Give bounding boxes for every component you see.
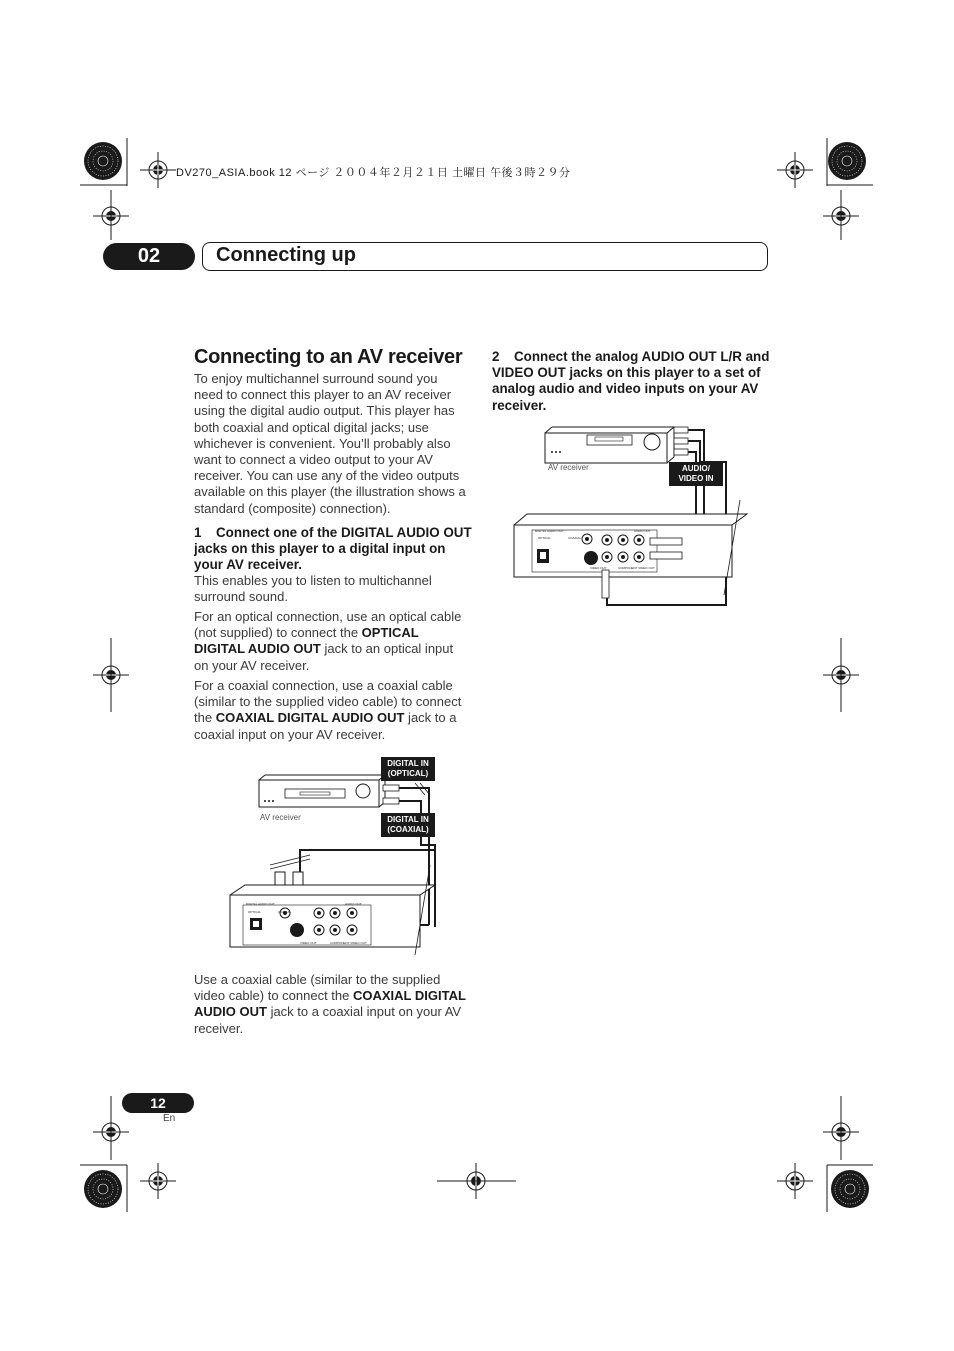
step-2-heading	[492, 349, 770, 414]
fig2-receiver-label: AV receiver	[548, 463, 589, 472]
page-language: En	[163, 1113, 176, 1124]
caption-post: jack to a coaxial input on your AV receiver.	[194, 1004, 462, 1036]
fig2-panel-optical: OPTICAL	[538, 536, 551, 540]
fig1-panel-optical: OPTICAL	[248, 910, 261, 914]
coaxial-paragraph	[194, 678, 469, 743]
fig1-panel-video-out: VIDEO OUT	[300, 941, 317, 945]
optical-bold: OPTICAL DIGITAL AUDIO OUT	[194, 625, 419, 657]
step-1-number: 1	[194, 525, 202, 540]
optical-post: jack to an optical input on your AV receiver.	[194, 641, 454, 673]
caption-pre: Use a coaxial cable (similar to the supplied video cable) to connect the	[194, 972, 441, 1004]
fig1-panel-component: COMPONENT VIDEO OUT	[330, 941, 367, 945]
step-2-number: 2	[492, 349, 500, 364]
step-1-text: Connect one of the DIGITAL AUDIO OUT jacks on this player to a digital input on your AV receiver.	[194, 525, 472, 573]
optical-paragraph	[194, 609, 469, 674]
print-header: DV270_ASIA.book 12 ページ ２００４年２月２１日 土曜日 午後３時２９分	[176, 167, 571, 179]
page-number: 12	[122, 1093, 194, 1113]
coaxial-pre: For a coaxial connection, use a coaxial cable (similar to the supplied video cable) to connect the	[194, 678, 462, 726]
fig2-audio-video-in	[669, 462, 723, 486]
section-title: Connecting to an AV receiver	[194, 346, 463, 368]
fig1-coaxial-line1: DIGITAL IN	[387, 815, 429, 824]
figure-digital-connection	[225, 755, 445, 955]
step-1-heading	[194, 525, 472, 574]
chapter-number: 02	[103, 243, 195, 270]
fig2-panel-audio-out: AUDIO OUT	[634, 529, 651, 533]
caption-after-figure-1	[194, 972, 469, 1037]
fig2-av-line1: AUDIO/	[682, 464, 710, 473]
fig1-panel-digital-audio-out: DIGITAL AUDIO OUT	[246, 902, 275, 906]
step-1-body: This enables you to listen to multichannel surround sound.	[194, 573, 432, 605]
starburst-mark-icon	[84, 142, 122, 180]
fig1-digital-in-optical	[381, 757, 435, 781]
fig1-panel-coaxial: COAXIAL	[278, 910, 292, 914]
fig1-coaxial-line2: (COAXIAL)	[387, 825, 429, 834]
fig2-panel-digital-audio-out: DIGITAL AUDIO OUT	[535, 529, 564, 533]
step-2-text: Connect the analog AUDIO OUT L/R and VIDEO OUT jacks on this player to a set of analog audio and video inputs on your AV receiver.	[492, 349, 770, 413]
optical-pre: For an optical connection, use an optical cable (not supplied) to connect the	[194, 609, 462, 641]
figure-analog-connection	[512, 420, 752, 615]
fig2-panel-video-out: VIDEO OUT	[590, 566, 607, 570]
fig2-panel-coaxial: COAXIAL	[568, 536, 582, 540]
caption-bold: COAXIAL DIGITAL AUDIO OUT	[194, 988, 466, 1020]
fig1-optical-line2: (OPTICAL)	[387, 769, 429, 778]
fig1-optical-line1: DIGITAL IN	[387, 759, 429, 768]
fig2-panel-component: COMPONENT VIDEO OUT	[618, 566, 655, 570]
fig1-panel-audio-out: AUDIO OUT	[345, 902, 362, 906]
section-intro: To enjoy multichannel surround sound you need to connect this player to an AV receiver using the digital audio output. This player has both coaxial and optical digital jacks; use whichever is convenient. You’ll probably also want to connect a video output to your AV receiver. You can use any of the video outputs available on this player (the illustration shows a standard (composite) connection).	[194, 371, 466, 516]
fig1-digital-in-coaxial	[381, 813, 435, 837]
coaxial-bold: COAXIAL DIGITAL AUDIO OUT	[215, 710, 405, 726]
chapter-title: Connecting up	[216, 244, 356, 266]
coaxial-post: jack to a coaxial input on your AV receiver.	[194, 710, 457, 742]
fig1-receiver-label: AV receiver	[260, 813, 301, 822]
fig2-av-line2: VIDEO IN	[678, 474, 714, 483]
